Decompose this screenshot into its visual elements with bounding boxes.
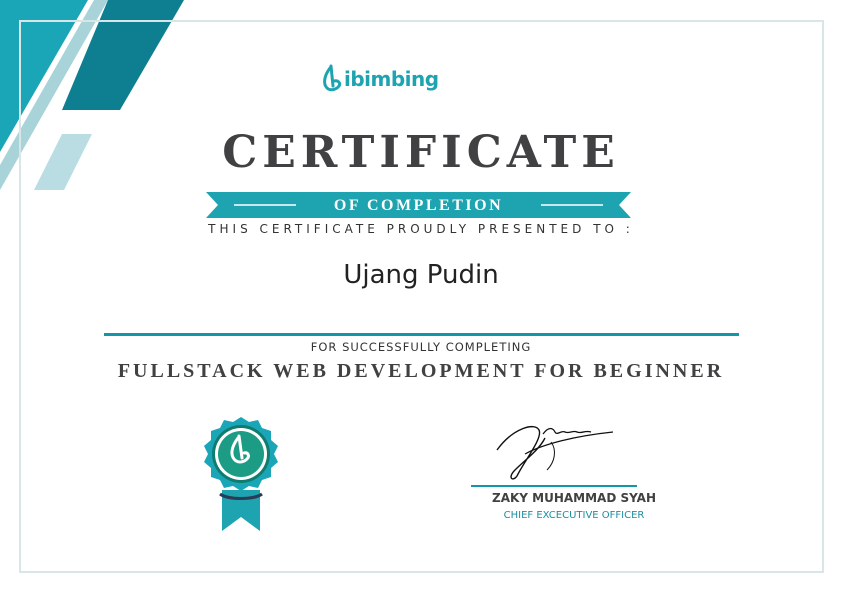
award-badge-icon	[196, 412, 286, 534]
divider-line	[104, 333, 739, 336]
presented-line: THIS CERTIFICATE PROUDLY PRESENTED TO :	[208, 222, 634, 236]
brand-name: ibimbing	[344, 67, 439, 91]
handwritten-signature	[495, 420, 615, 482]
certificate-border	[19, 20, 824, 573]
ibimbing-logo-icon	[321, 64, 343, 94]
signer-name: ZAKY MUHAMMAD SYAH	[492, 491, 656, 505]
signer-role: CHIEF EXCECUTIVE OFFICER	[503, 510, 645, 521]
brand-logo	[321, 62, 439, 96]
completion-line: FOR SUCCESSFULLY COMPLETING	[310, 340, 532, 354]
certificate-title: CERTIFICATE	[222, 127, 620, 178]
recipient-name: Ujang Pudin	[343, 260, 499, 290]
signature-line	[471, 485, 637, 487]
course-name: FULLSTACK WEB DEVELOPMENT FOR BEGINNER	[117, 360, 725, 382]
subtitle-text: OF COMPLETION	[333, 197, 504, 214]
